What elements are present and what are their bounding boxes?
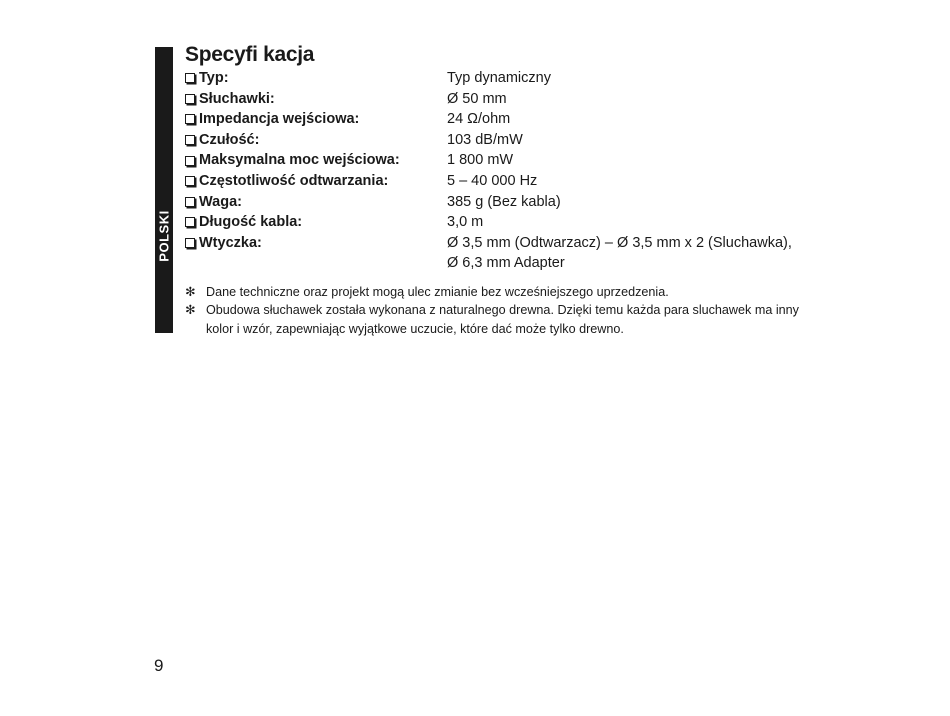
checkbox-square-icon	[185, 238, 195, 248]
spec-row	[185, 89, 805, 110]
spec-label: Typ:	[199, 70, 229, 86]
asterisk-icon: ✻	[185, 285, 196, 299]
checkbox-square-icon	[185, 73, 195, 83]
spec-value: Ø 50 mm	[447, 90, 507, 107]
spec-row	[185, 109, 805, 130]
checkbox-square-icon	[185, 156, 195, 166]
spec-label: Wtyczka:	[199, 234, 262, 251]
spec-row	[185, 171, 805, 192]
spec-value: 1 800 mW	[447, 152, 514, 169]
spec-value: 24 Ω/ohm	[447, 111, 511, 128]
checkbox-square-icon	[185, 94, 195, 104]
footnotes	[185, 283, 805, 338]
checkbox-square-icon	[185, 114, 195, 124]
spec-row	[185, 130, 805, 151]
footnote-text: Obudowa słuchawek została wykonana z naturalnego drewna. Dzięki temu każda para sluchawek ma inny kolor i wzór, zapewniając wyjątkowe uczucie, które dać może tylko drewno.	[206, 303, 799, 336]
spec-label: Maksymalna moc wejściowa:	[199, 152, 400, 169]
footnote	[185, 283, 805, 301]
checkbox-square-icon	[185, 197, 195, 207]
language-tab-label: POLSKI	[156, 210, 172, 262]
checkbox-square-icon	[185, 135, 195, 145]
spec-row	[185, 150, 805, 171]
spec-label: Słuchawki:	[199, 90, 275, 107]
page-title: Specyfi kacja	[185, 43, 315, 66]
spec-label: Waga:	[199, 193, 242, 210]
spec-value: Ø 6,3 mm Adapter	[447, 255, 565, 272]
spec-value: 3,0 m	[447, 214, 484, 231]
spec-label: Częstotliwość odtwarzania:	[199, 172, 389, 189]
checkbox-square-icon	[185, 176, 195, 186]
checkbox-square-icon	[185, 217, 195, 227]
spec-value: 5 – 40 000 Hz	[447, 172, 538, 189]
spec-value: 103 dB/mW	[447, 131, 523, 148]
spec-row	[185, 68, 805, 89]
spec-label: Czułość:	[199, 131, 260, 148]
spec-value: 385 g (Bez kabla)	[447, 193, 561, 210]
asterisk-icon: ✻	[185, 303, 196, 318]
footnote	[185, 301, 805, 338]
spec-value: Typ dynamiczny	[447, 70, 551, 86]
spec-label: Impedancja wejściowa:	[199, 111, 360, 128]
spec-row	[185, 233, 805, 274]
specification-list	[185, 68, 805, 274]
spec-value: Ø 3,5 mm (Odtwarzacz) – Ø 3,5 mm x 2 (Sluchawka),	[447, 234, 792, 251]
spec-label: Długość kabla:	[199, 214, 303, 231]
page-number: 9	[154, 656, 164, 675]
footnote-text: Dane techniczne oraz projekt mogą ulec zmianie bez wcześniejszego uprzedzenia.	[206, 285, 669, 299]
spec-row	[185, 212, 805, 233]
spec-row	[185, 192, 805, 213]
language-side-tab	[155, 47, 173, 333]
